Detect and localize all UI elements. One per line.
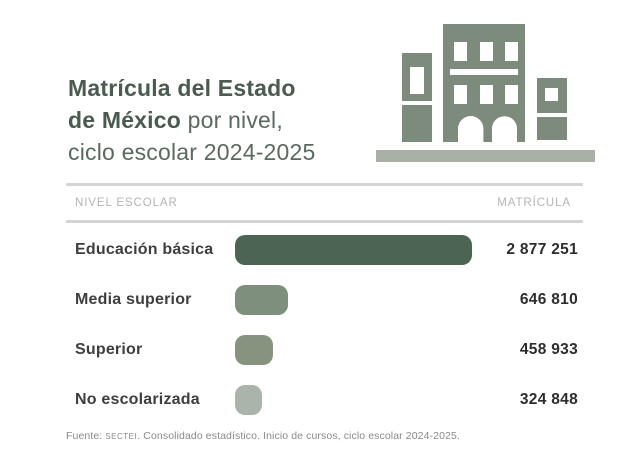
row-label: No escolarizada bbox=[75, 391, 200, 408]
column-header-matricula: MATRÍCULA bbox=[497, 197, 571, 209]
column-header-nivel: NIVEL ESCOLAR bbox=[75, 197, 178, 209]
row-value: 646 810 bbox=[519, 291, 578, 308]
row-value: 2 877 251 bbox=[506, 241, 578, 258]
enrollment-bar bbox=[235, 235, 472, 265]
source-prefix: Fuente: bbox=[66, 430, 103, 442]
source-rest: . Consolidado estadístico. Inicio de cursos, ciclo escolar 2024-2025. bbox=[137, 430, 460, 442]
enrollment-table bbox=[66, 183, 583, 425]
title-bold-line1: Matrícula del Estado bbox=[68, 75, 296, 101]
table-header bbox=[66, 186, 583, 220]
row-label: Media superior bbox=[75, 291, 192, 308]
table-row bbox=[66, 325, 583, 375]
enrollment-bar bbox=[235, 335, 273, 365]
title-bold-line2: de México bbox=[68, 107, 182, 133]
source-acronym: SECTEI bbox=[105, 432, 138, 441]
row-label: Superior bbox=[75, 341, 143, 358]
page-title bbox=[68, 72, 316, 168]
ground-bar bbox=[376, 150, 595, 162]
title-regular-line3: ciclo escolar 2024-2025 bbox=[68, 139, 316, 165]
table-row bbox=[66, 375, 583, 425]
row-value: 458 933 bbox=[519, 341, 578, 358]
buildings-icon bbox=[375, 18, 595, 164]
enrollment-bar bbox=[235, 385, 262, 415]
row-label: Educación básica bbox=[75, 241, 214, 258]
title-regular-line2: por nivel, bbox=[187, 107, 283, 133]
table-row bbox=[66, 275, 583, 325]
table-row bbox=[66, 225, 583, 275]
source-note bbox=[66, 430, 586, 442]
table-body bbox=[66, 223, 583, 425]
enrollment-bar bbox=[235, 285, 288, 315]
row-value: 324 848 bbox=[519, 391, 578, 408]
